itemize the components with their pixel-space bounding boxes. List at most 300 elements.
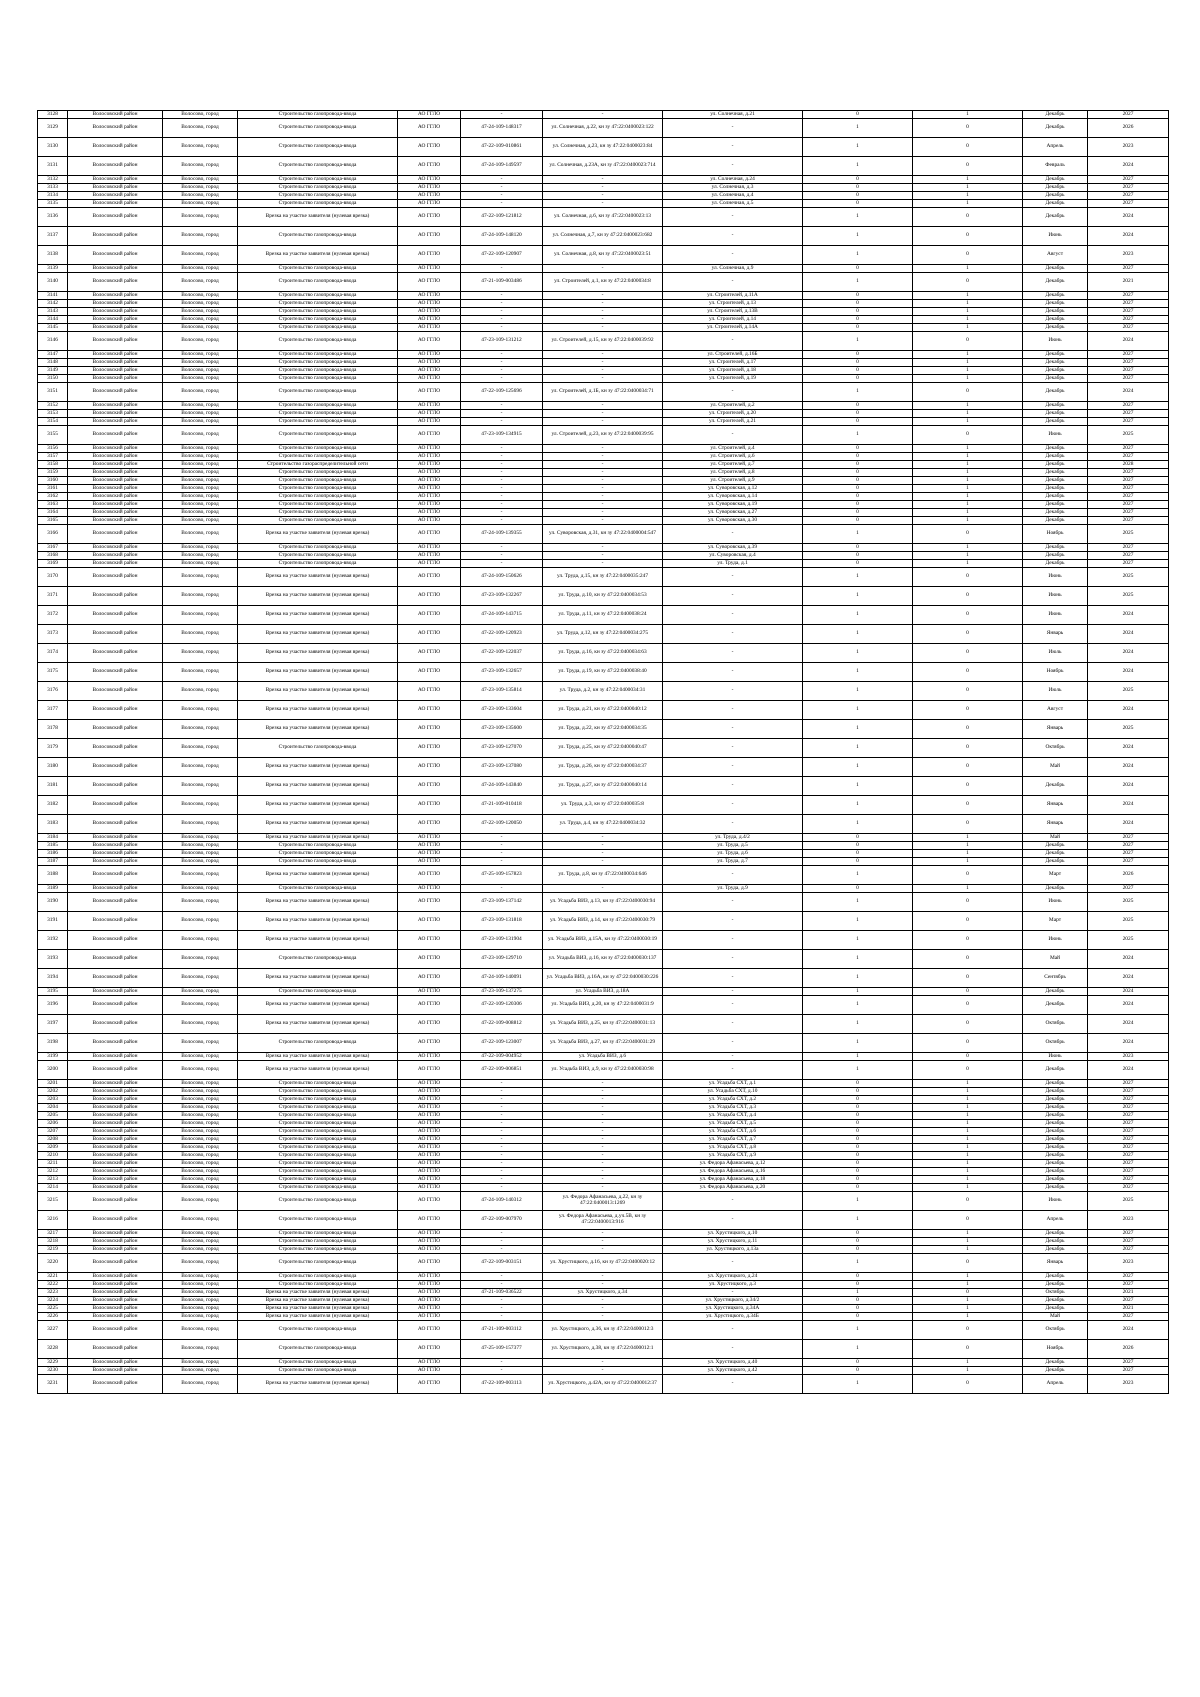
year-cell: 2027: [1088, 485, 1169, 493]
land-plot-address-cell: ул. Усадьба ВИЗ, д.18А: [543, 988, 663, 996]
settlement-cell: Волосово, город: [163, 1211, 238, 1230]
row-number-cell: 3150: [38, 375, 68, 383]
work-type-cell: Врезка на участке заявителя (нулевая врезка): [238, 777, 398, 796]
flag-b-cell: 0: [913, 587, 1023, 606]
month-cell: Декабрь: [1023, 1088, 1088, 1096]
organization-cell: АО ГГЛО: [398, 1168, 461, 1176]
organization-cell: АО ГГЛО: [398, 426, 461, 445]
district-cell: Волосовский район: [68, 560, 163, 568]
organization-cell: АО ГГЛО: [398, 525, 461, 544]
table-row: [38, 227, 1169, 246]
month-cell: Июнь: [1023, 227, 1088, 246]
flag-a-cell: 0: [803, 1184, 913, 1192]
year-cell: 2027: [1088, 367, 1169, 375]
table-row: [38, 351, 1169, 359]
work-type-cell: Строительство газопровода-ввода: [238, 192, 398, 200]
application-number-cell: 47-23-109-135814: [461, 682, 543, 701]
year-cell: 2024: [1088, 701, 1169, 720]
settlement-cell: Волосово, город: [163, 568, 238, 587]
address-cell: ул. Суворовская, д.30: [663, 517, 803, 525]
address-cell: ул. Строителей, д.2: [663, 402, 803, 410]
district-cell: Волосовский район: [68, 461, 163, 469]
row-number-cell: 3226: [38, 1313, 68, 1321]
year-cell: 2024: [1088, 1321, 1169, 1340]
land-plot-address-cell: -: [543, 1184, 663, 1192]
district-cell: Волосовский район: [68, 1359, 163, 1367]
land-plot-address-cell: ул. Усадьба ВИЗ, д.20, кн зу 47:22:0400031:9: [543, 996, 663, 1015]
flag-a-cell: 0: [803, 1305, 913, 1313]
flag-a-cell: 0: [803, 375, 913, 383]
address-cell: ул. Труда, д.1: [663, 560, 803, 568]
row-number-cell: 3144: [38, 316, 68, 324]
year-cell: 2024: [1088, 1015, 1169, 1034]
row-number-cell: 3188: [38, 866, 68, 885]
year-cell: 2027: [1088, 1144, 1169, 1152]
year-cell: 2027: [1088, 1273, 1169, 1281]
address-cell: -: [663, 758, 803, 777]
organization-cell: АО ГГЛО: [398, 517, 461, 525]
table-row: [38, 739, 1169, 758]
row-number-cell: 3181: [38, 777, 68, 796]
settlement-cell: Волосово, город: [163, 1254, 238, 1273]
settlement-cell: Волосово, город: [163, 815, 238, 834]
address-cell: ул. Строителей, д.4: [663, 445, 803, 453]
month-cell: Декабрь: [1023, 777, 1088, 796]
flag-a-cell: 1: [803, 682, 913, 701]
settlement-cell: Волосово, город: [163, 950, 238, 969]
district-cell: Волосовский район: [68, 477, 163, 485]
table-row: [38, 138, 1169, 157]
land-plot-address-cell: ул. Хрустицкого, д.16, кн зу 47:22:0400020:12: [543, 1254, 663, 1273]
flag-a-cell: 0: [803, 509, 913, 517]
work-type-cell: Строительство газопровода-ввода: [238, 1254, 398, 1273]
row-number-cell: 3216: [38, 1211, 68, 1230]
application-number-cell: 47-25-109-157377: [461, 1340, 543, 1359]
district-cell: Волосовский район: [68, 418, 163, 426]
settlement-cell: Волосово, город: [163, 587, 238, 606]
month-cell: Декабрь: [1023, 996, 1088, 1015]
address-cell: -: [663, 996, 803, 1015]
land-plot-address-cell: ул. Труда, д.21, кн зу 47:22:0400040:12: [543, 701, 663, 720]
land-plot-address-cell: -: [543, 1144, 663, 1152]
flag-b-cell: 0: [913, 1015, 1023, 1034]
district-cell: Волосовский район: [68, 988, 163, 996]
land-plot-address-cell: ул. Усадьба ВИЗ, д.9, кн зу 47:22:0400030:98: [543, 1061, 663, 1080]
organization-cell: АО ГГЛО: [398, 176, 461, 184]
work-type-cell: Строительство газораспределительной сети: [238, 461, 398, 469]
address-cell: -: [663, 383, 803, 402]
month-cell: Январь: [1023, 625, 1088, 644]
flag-a-cell: 1: [803, 1375, 913, 1394]
year-cell: 2023: [1088, 246, 1169, 265]
organization-cell: АО ГГЛО: [398, 1152, 461, 1160]
row-number-cell: 3220: [38, 1254, 68, 1273]
settlement-cell: Волосово, город: [163, 1168, 238, 1176]
table-row: [38, 701, 1169, 720]
year-cell: 2027: [1088, 834, 1169, 842]
work-type-cell: Строительство газопровода-ввода: [238, 316, 398, 324]
application-number-cell: -: [461, 1128, 543, 1136]
address-cell: -: [663, 720, 803, 739]
year-cell: 2024: [1088, 208, 1169, 227]
organization-cell: АО ГГЛО: [398, 885, 461, 893]
land-plot-address-cell: -: [543, 858, 663, 866]
table-row: [38, 1238, 1169, 1246]
district-cell: Волосовский район: [68, 969, 163, 988]
flag-a-cell: 1: [803, 1254, 913, 1273]
district-cell: Волосовский район: [68, 1096, 163, 1104]
application-number-cell: -: [461, 402, 543, 410]
year-cell: 2024: [1088, 796, 1169, 815]
month-cell: Декабрь: [1023, 375, 1088, 383]
organization-cell: АО ГГЛО: [398, 1160, 461, 1168]
district-cell: Волосовский район: [68, 587, 163, 606]
flag-b-cell: 1: [913, 375, 1023, 383]
month-cell: Декабрь: [1023, 192, 1088, 200]
year-cell: 2027: [1088, 509, 1169, 517]
district-cell: Волосовский район: [68, 138, 163, 157]
district-cell: Волосовский район: [68, 1321, 163, 1340]
organization-cell: АО ГГЛО: [398, 453, 461, 461]
district-cell: Волосовский район: [68, 866, 163, 885]
table-row: [38, 1289, 1169, 1297]
flag-b-cell: 0: [913, 988, 1023, 996]
settlement-cell: Волосово, город: [163, 606, 238, 625]
table-row: [38, 1136, 1169, 1144]
year-cell: 2027: [1088, 1080, 1169, 1088]
month-cell: Декабрь: [1023, 1136, 1088, 1144]
address-cell: -: [663, 663, 803, 682]
address-cell: ул. Усадьба СХТ, д.3: [663, 1104, 803, 1112]
table-row: [38, 1176, 1169, 1184]
land-plot-address-cell: -: [543, 1273, 663, 1281]
row-number-cell: 3152: [38, 402, 68, 410]
settlement-cell: Волосово, город: [163, 682, 238, 701]
organization-cell: АО ГГЛО: [398, 208, 461, 227]
year-cell: 2027: [1088, 1120, 1169, 1128]
settlement-cell: Волосово, город: [163, 552, 238, 560]
land-plot-address-cell: -: [543, 324, 663, 332]
flag-b-cell: 0: [913, 246, 1023, 265]
table-row: [38, 758, 1169, 777]
year-cell: 2027: [1088, 517, 1169, 525]
settlement-cell: Волосово, город: [163, 1053, 238, 1061]
month-cell: Декабрь: [1023, 485, 1088, 493]
flag-a-cell: 0: [803, 324, 913, 332]
flag-a-cell: 1: [803, 969, 913, 988]
settlement-cell: Волосово, город: [163, 445, 238, 453]
month-cell: Март: [1023, 866, 1088, 885]
settlement-cell: Волосово, город: [163, 184, 238, 192]
year-cell: 2023: [1088, 1375, 1169, 1394]
land-plot-address-cell: -: [543, 1238, 663, 1246]
flag-a-cell: 0: [803, 1168, 913, 1176]
application-number-cell: -: [461, 375, 543, 383]
month-cell: Июнь: [1023, 426, 1088, 445]
settlement-cell: Волосово, город: [163, 461, 238, 469]
land-plot-address-cell: -: [543, 176, 663, 184]
organization-cell: АО ГГЛО: [398, 485, 461, 493]
land-plot-address-cell: ул. Труда, д.16, кн зу 47:22:0400034:63: [543, 644, 663, 663]
district-cell: Волосовский район: [68, 912, 163, 931]
organization-cell: АО ГГЛО: [398, 931, 461, 950]
application-number-cell: 47-24-109-139355: [461, 525, 543, 544]
flag-b-cell: 1: [913, 1096, 1023, 1104]
settlement-cell: Волосово, город: [163, 426, 238, 445]
flag-a-cell: 0: [803, 1160, 913, 1168]
district-cell: Волосовский район: [68, 625, 163, 644]
land-plot-address-cell: ул. Солнечная, д.8, кн зу 47:22:0400023:51: [543, 246, 663, 265]
land-plot-address-cell: -: [543, 111, 663, 119]
row-number-cell: 3198: [38, 1034, 68, 1053]
flag-b-cell: 0: [913, 1034, 1023, 1053]
application-number-cell: 47-22-109-010861: [461, 138, 543, 157]
application-number-cell: -: [461, 885, 543, 893]
flag-b-cell: 1: [913, 1297, 1023, 1305]
address-cell: ул. Усадьба СХТ, д.6: [663, 1128, 803, 1136]
address-cell: -: [663, 587, 803, 606]
district-cell: Волосовский район: [68, 509, 163, 517]
address-cell: ул. Солнечная, д.3: [663, 184, 803, 192]
district-cell: Волосовский район: [68, 308, 163, 316]
year-cell: 2024: [1088, 969, 1169, 988]
table-row: [38, 885, 1169, 893]
flag-b-cell: 0: [913, 931, 1023, 950]
land-plot-address-cell: ул. Федора Афанасьева, д.уч.5В, кн зу 47:22:0400013:916: [543, 1211, 663, 1230]
flag-b-cell: 0: [913, 1211, 1023, 1230]
district-cell: Волосовский район: [68, 208, 163, 227]
settlement-cell: Волосово, город: [163, 1230, 238, 1238]
organization-cell: АО ГГЛО: [398, 509, 461, 517]
flag-b-cell: 1: [913, 552, 1023, 560]
organization-cell: АО ГГЛО: [398, 1359, 461, 1367]
land-plot-address-cell: -: [543, 560, 663, 568]
organization-cell: АО ГГЛО: [398, 1281, 461, 1289]
flag-b-cell: 1: [913, 1112, 1023, 1120]
work-type-cell: Строительство газопровода-ввода: [238, 418, 398, 426]
application-number-cell: -: [461, 842, 543, 850]
row-number-cell: 3192: [38, 931, 68, 950]
district-cell: Волосовский район: [68, 453, 163, 461]
work-type-cell: Строительство газопровода-ввода: [238, 375, 398, 383]
district-cell: Волосовский район: [68, 701, 163, 720]
flag-b-cell: 1: [913, 1176, 1023, 1184]
year-cell: 2027: [1088, 1176, 1169, 1184]
year-cell: 2025: [1088, 1192, 1169, 1211]
application-number-cell: -: [461, 485, 543, 493]
district-cell: Волосовский район: [68, 1289, 163, 1297]
organization-cell: АО ГГЛО: [398, 587, 461, 606]
settlement-cell: Волосово, город: [163, 1015, 238, 1034]
year-cell: 2024: [1088, 625, 1169, 644]
year-cell: 2027: [1088, 850, 1169, 858]
table-row: [38, 418, 1169, 426]
application-number-cell: -: [461, 1281, 543, 1289]
address-cell: ул. Хрустицкого, д.40: [663, 1359, 803, 1367]
flag-a-cell: 0: [803, 367, 913, 375]
flag-a-cell: 0: [803, 1297, 913, 1305]
flag-a-cell: 0: [803, 200, 913, 208]
district-cell: Волосовский район: [68, 525, 163, 544]
district-cell: Волосовский район: [68, 1061, 163, 1080]
settlement-cell: Волосово, город: [163, 418, 238, 426]
flag-b-cell: 1: [913, 517, 1023, 525]
settlement-cell: Волосово, город: [163, 796, 238, 815]
flag-b-cell: 0: [913, 663, 1023, 682]
address-cell: ул. Труда, д.6: [663, 850, 803, 858]
organization-cell: АО ГГЛО: [398, 1088, 461, 1096]
flag-b-cell: 0: [913, 208, 1023, 227]
settlement-cell: Волосово, город: [163, 485, 238, 493]
month-cell: Август: [1023, 246, 1088, 265]
month-cell: Июль: [1023, 644, 1088, 663]
land-plot-address-cell: ул. Труда, д.4, кн зу 47:22:0400034:32: [543, 815, 663, 834]
work-type-cell: Строительство газопровода-ввода: [238, 1168, 398, 1176]
organization-cell: АО ГГЛО: [398, 493, 461, 501]
flag-b-cell: 1: [913, 560, 1023, 568]
application-number-cell: -: [461, 445, 543, 453]
flag-a-cell: 1: [803, 1192, 913, 1211]
organization-cell: АО ГГЛО: [398, 418, 461, 426]
flag-b-cell: 0: [913, 682, 1023, 701]
application-number-cell: 47-22-109-120907: [461, 246, 543, 265]
address-cell: ул. Суворовская, д.39: [663, 544, 803, 552]
row-number-cell: 3133: [38, 184, 68, 192]
flag-b-cell: 0: [913, 739, 1023, 758]
district-cell: Волосовский район: [68, 1112, 163, 1120]
row-number-cell: 3202: [38, 1088, 68, 1096]
land-plot-address-cell: -: [543, 1305, 663, 1313]
row-number-cell: 3170: [38, 568, 68, 587]
row-number-cell: 3228: [38, 1340, 68, 1359]
table-row: [38, 461, 1169, 469]
settlement-cell: Волосово, город: [163, 383, 238, 402]
flag-a-cell: 0: [803, 176, 913, 184]
work-type-cell: Строительство газопровода-ввода: [238, 453, 398, 461]
work-type-cell: Врезка на участке заявителя (нулевая врезка): [238, 1015, 398, 1034]
month-cell: Июнь: [1023, 1053, 1088, 1061]
table-row: [38, 324, 1169, 332]
land-plot-address-cell: ул. Труда, д.25, кн зу 47:22:0400040:47: [543, 739, 663, 758]
district-cell: Волосовский район: [68, 1144, 163, 1152]
month-cell: Декабрь: [1023, 410, 1088, 418]
organization-cell: АО ГГЛО: [398, 1120, 461, 1128]
flag-b-cell: 1: [913, 1160, 1023, 1168]
flag-a-cell: 0: [803, 1176, 913, 1184]
work-type-cell: Строительство газопровода-ввода: [238, 300, 398, 308]
application-number-cell: -: [461, 858, 543, 866]
application-number-cell: 47-24-109-143840: [461, 777, 543, 796]
address-cell: ул. Труда, д.9: [663, 885, 803, 893]
settlement-cell: Волосово, город: [163, 1080, 238, 1088]
month-cell: Декабрь: [1023, 1367, 1088, 1375]
flag-a-cell: 1: [803, 1321, 913, 1340]
application-number-cell: -: [461, 359, 543, 367]
settlement-cell: Волосово, город: [163, 663, 238, 682]
year-cell: 2024: [1088, 1034, 1169, 1053]
row-number-cell: 3138: [38, 246, 68, 265]
settlement-cell: Волосово, город: [163, 1273, 238, 1281]
row-number-cell: 3178: [38, 720, 68, 739]
district-cell: Волосовский район: [68, 493, 163, 501]
row-number-cell: 3203: [38, 1096, 68, 1104]
organization-cell: АО ГГЛО: [398, 265, 461, 273]
month-cell: Декабрь: [1023, 988, 1088, 996]
address-cell: -: [663, 525, 803, 544]
district-cell: Волосовский район: [68, 850, 163, 858]
year-cell: 2027: [1088, 544, 1169, 552]
table-row: [38, 1313, 1169, 1321]
flag-b-cell: 1: [913, 418, 1023, 426]
application-number-cell: -: [461, 1313, 543, 1321]
table-row: [38, 111, 1169, 119]
year-cell: 2027: [1088, 192, 1169, 200]
flag-b-cell: 0: [913, 119, 1023, 138]
work-type-cell: Строительство газопровода-ввода: [238, 517, 398, 525]
row-number-cell: 3195: [38, 988, 68, 996]
table-row: [38, 308, 1169, 316]
flag-a-cell: 0: [803, 1128, 913, 1136]
table-row: [38, 644, 1169, 663]
month-cell: Июнь: [1023, 893, 1088, 912]
district-cell: Волосовский район: [68, 1088, 163, 1096]
table-row: [38, 1061, 1169, 1080]
application-number-cell: -: [461, 1246, 543, 1254]
application-number-cell: 47-24-109-149597: [461, 157, 543, 176]
month-cell: Декабрь: [1023, 1176, 1088, 1184]
settlement-cell: Волосово, город: [163, 469, 238, 477]
row-number-cell: 3186: [38, 850, 68, 858]
table-row: [38, 663, 1169, 682]
row-number-cell: 3143: [38, 308, 68, 316]
flag-a-cell: 1: [803, 383, 913, 402]
land-plot-address-cell: -: [543, 1104, 663, 1112]
application-number-cell: -: [461, 1230, 543, 1238]
application-number-cell: 47-23-109-134915: [461, 426, 543, 445]
flag-b-cell: 0: [913, 138, 1023, 157]
organization-cell: АО ГГЛО: [398, 324, 461, 332]
district-cell: Волосовский район: [68, 1136, 163, 1144]
row-number-cell: 3149: [38, 367, 68, 375]
flag-a-cell: 0: [803, 359, 913, 367]
organization-cell: АО ГГЛО: [398, 1136, 461, 1144]
table-row: [38, 1015, 1169, 1034]
flag-b-cell: 1: [913, 453, 1023, 461]
table-row: [38, 1080, 1169, 1088]
flag-a-cell: 0: [803, 1359, 913, 1367]
month-cell: Декабрь: [1023, 184, 1088, 192]
row-number-cell: 3197: [38, 1015, 68, 1034]
land-plot-address-cell: -: [543, 1112, 663, 1120]
organization-cell: АО ГГЛО: [398, 996, 461, 1015]
work-type-cell: Строительство газопровода-ввода: [238, 1367, 398, 1375]
year-cell: 2027: [1088, 265, 1169, 273]
application-number-cell: 47-22-109-123007: [461, 1034, 543, 1053]
application-number-cell: 47-24-109-150626: [461, 568, 543, 587]
row-number-cell: 3208: [38, 1136, 68, 1144]
table-row: [38, 1160, 1169, 1168]
row-number-cell: 3230: [38, 1367, 68, 1375]
work-type-cell: Врезка на участке заявителя (нулевая врезка): [238, 606, 398, 625]
application-number-cell: 47-23-109-132657: [461, 663, 543, 682]
year-cell: 2027: [1088, 453, 1169, 461]
district-cell: Волосовский район: [68, 1080, 163, 1088]
flag-a-cell: 1: [803, 525, 913, 544]
address-cell: ул. Хрустицкого, д.10: [663, 1230, 803, 1238]
row-number-cell: 3182: [38, 796, 68, 815]
row-number-cell: 3139: [38, 265, 68, 273]
table-row: [38, 1192, 1169, 1211]
